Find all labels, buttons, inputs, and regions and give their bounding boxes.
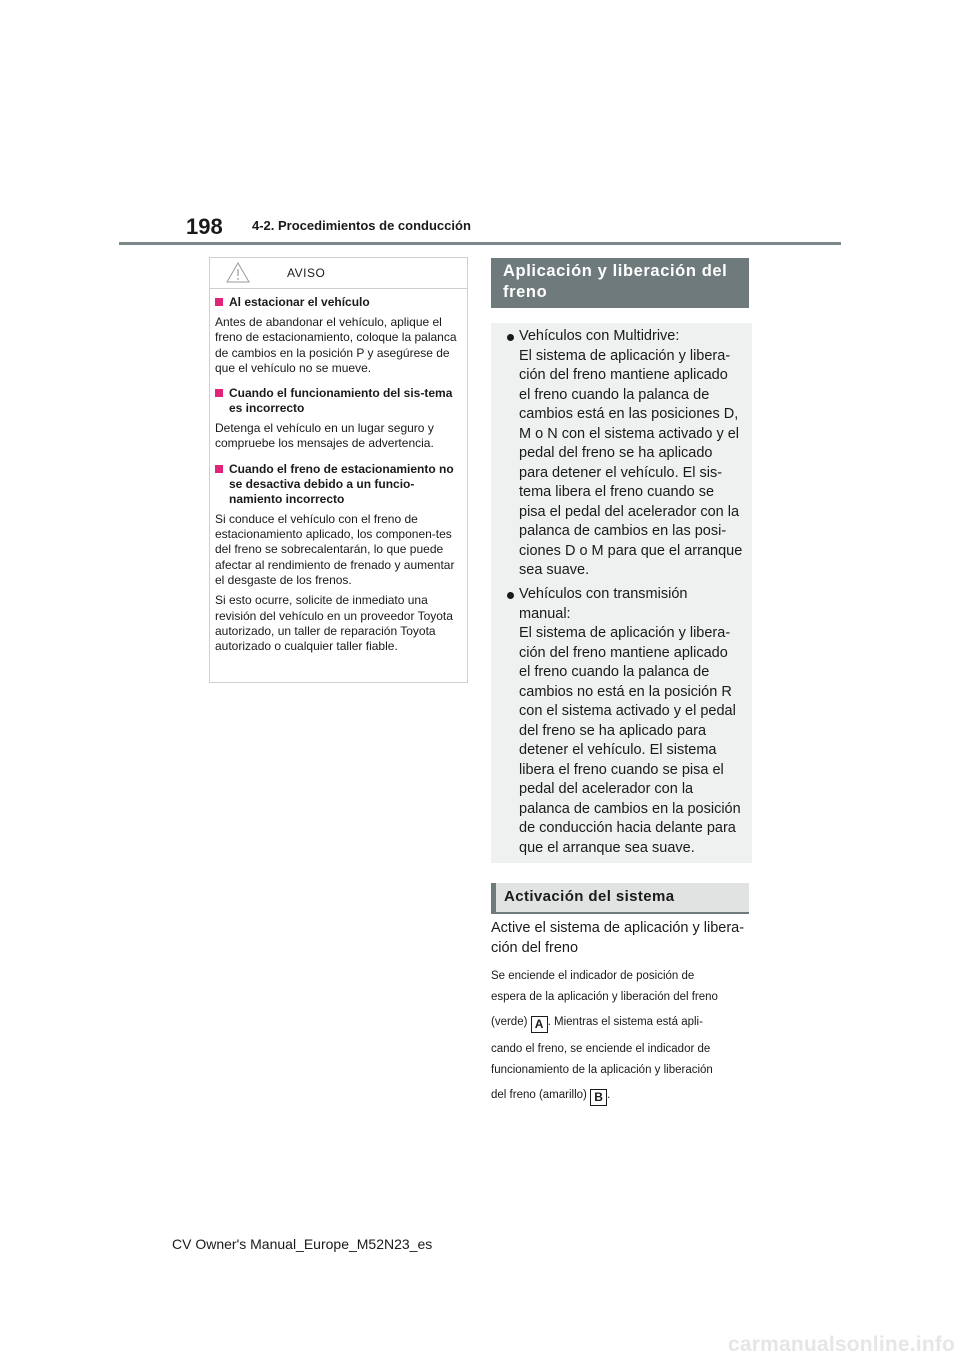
bullet-line: ción del freno mantiene aplicado — [519, 644, 728, 661]
bullet-line: sea suave. — [519, 562, 590, 578]
activation-detail-line-1: Se enciende el indicador de posición de — [491, 970, 695, 982]
section-heading-activation: Activación del sistema — [491, 883, 749, 914]
bullet-dot-icon — [507, 592, 514, 599]
warning-paragraph: Si conduce el vehículo con el freno de estacionamiento aplicado, los componen-tes del freno se sobrecalentarán, lo que puede afectar al rendimiento de frenado y aumentar el desgaste de los frenos. — [215, 511, 455, 587]
bullet-line: libera el freno cuando se pisa el — [519, 761, 724, 778]
bullet-line: ción del freno mantiene aplicado — [519, 367, 728, 383]
bullet-line: con el sistema activado y el pedal — [519, 703, 736, 719]
bullet-line: el freno cuando la palanca de — [519, 386, 710, 403]
bullet-line: del freno se ha aplicado para — [519, 722, 707, 739]
activation-detail-line-2: espera de la aplicación y liberación del freno — [491, 991, 718, 1003]
header-rule — [119, 242, 841, 245]
warning-item-title-text: Cuando el freno de estacionamiento no se desactiva debido a un funcio-namiento incorrecto — [229, 461, 454, 506]
warning-item-title-text: Cuando el funcionamiento del sis-tema es incorrecto — [229, 386, 453, 416]
apply-release-panel — [491, 323, 752, 863]
watermark: carmanualsonline.info — [728, 1333, 956, 1356]
bullet-dot-icon — [507, 334, 514, 341]
bullet-line: M o N con el sistema activado y el — [519, 425, 740, 442]
bullet-line: palanca de cambios en la posición — [519, 800, 741, 817]
bullet-line: palanca de cambios en las posi- — [519, 523, 727, 539]
bullet-line: El sistema de aplicación y libera- — [519, 347, 731, 364]
warning-triangle-icon — [226, 262, 250, 283]
warning-body — [210, 289, 467, 654]
detail-text: . Mientras el sistema está apli- — [547, 1016, 703, 1028]
bullet-line: cambios no está en la posición R — [519, 683, 732, 700]
pink-square-bullet-icon — [215, 465, 223, 473]
warning-header — [210, 258, 467, 289]
pink-square-bullet-icon — [215, 298, 223, 306]
warning-item-title — [215, 386, 461, 416]
bullet-line: cambios está en las posiciones D, — [519, 406, 739, 422]
bullet-line: que el arranque sea suave. — [519, 839, 695, 856]
warning-paragraph: Antes de abandonar el vehículo, aplique el freno de estacionamiento, coloque la palanca de cambios en la posición P y asegúrese de que el vehículo no se mueve. — [215, 315, 457, 375]
detail-text: . — [607, 1089, 611, 1101]
bullet-line: detener el vehículo. El sistema — [519, 742, 717, 758]
pink-square-bullet-icon — [215, 389, 223, 397]
bullet-line: pedal del acelerador con la — [519, 781, 694, 797]
bullet-line: pedal del freno se ha aplicado — [519, 445, 713, 461]
indicator-label-a: A — [531, 1016, 548, 1033]
warning-item-title — [215, 295, 461, 310]
bullet-line: El sistema de aplicación y libera- — [519, 625, 731, 641]
indicator-label-b: B — [590, 1089, 607, 1106]
bullet-line: para detener el vehículo. El sis- — [519, 464, 723, 481]
bullet-item — [507, 585, 751, 858]
footer-manual-id: CV Owner's Manual_Europe_M52N23_es — [172, 1236, 433, 1252]
section-heading-apply-release: Aplicación y liberación del freno — [491, 258, 749, 308]
bullet-line: manual: — [519, 605, 571, 622]
activation-intro-line-1: Active el sistema de aplicación y libera- — [491, 920, 745, 936]
activation-detail-line-5: funcionamiento de la aplicación y liberación — [491, 1064, 713, 1076]
warning-item-title — [215, 462, 461, 507]
detail-text: (verde) — [491, 1016, 531, 1028]
bullet-line: tema libera el freno cuando se — [519, 484, 715, 500]
bullet-line: ciones D o M para que el arranque — [519, 542, 743, 559]
warning-box — [209, 257, 468, 683]
warning-paragraph: Detenga el vehículo en un lugar seguro y compruebe los mensajes de advertencia. — [215, 421, 434, 451]
section-title: 4-2. Procedimientos de conducción — [252, 218, 471, 233]
bullet-line: de conducción hacia delante para — [519, 820, 736, 836]
detail-text: del freno (amarillo) — [491, 1089, 591, 1101]
bullet-line: el freno cuando la palanca de — [519, 664, 710, 680]
warning-item-title-text: Al estacionar el vehículo — [229, 295, 370, 309]
bullet-line: pisa el pedal del acelerador con la — [519, 503, 740, 520]
bullet-line: Vehículos con transmisión — [519, 586, 688, 602]
activation-detail-line-3 — [491, 1015, 703, 1033]
warning-label: AVISO — [287, 266, 326, 280]
activation-detail-line-4: cando el freno, se enciende el indicador de — [491, 1043, 711, 1055]
warning-paragraph: Si esto ocurre, solicite de inmediato una revisión del vehículo en un proveedor Toyota autorizado, un taller de reparación Toyota autorizado o cualquier taller fiable. — [215, 593, 453, 654]
bullet-line: Vehículos con Multidrive: — [519, 328, 680, 344]
activation-detail-line-6 — [491, 1088, 610, 1106]
bullet-item — [507, 327, 751, 581]
activation-intro-line-2: ción del freno — [491, 939, 579, 956]
page-number: 198 — [186, 214, 223, 239]
